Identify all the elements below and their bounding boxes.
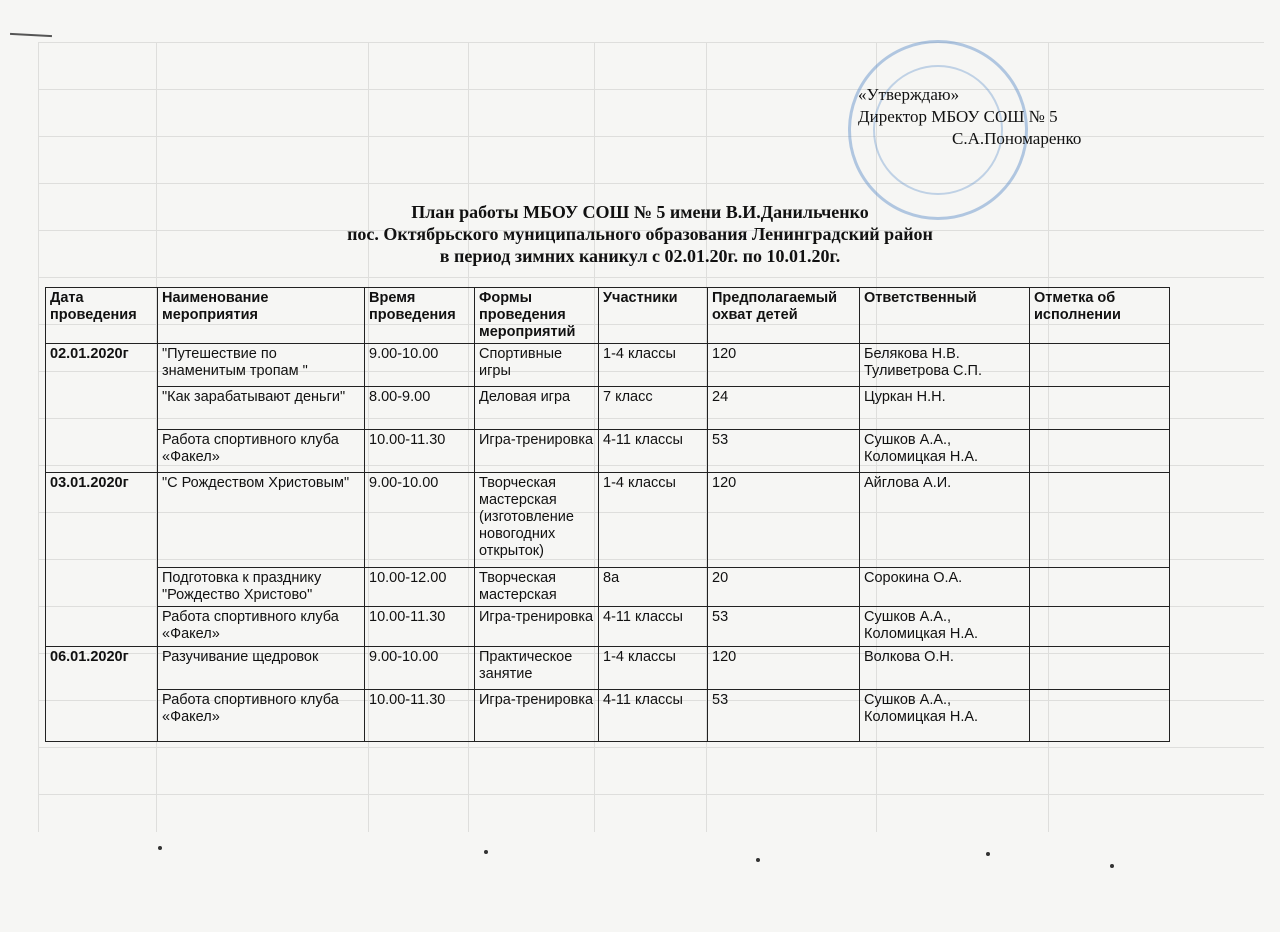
- row-name: Работа спортивного клуба «Факел»: [158, 430, 365, 473]
- row-form: Практическое занятие: [475, 647, 599, 690]
- row-time: 10.00-11.30: [365, 690, 475, 742]
- row-mark: [1030, 387, 1170, 430]
- row-coverage: 53: [708, 690, 860, 742]
- row-coverage: 20: [708, 568, 860, 607]
- row-responsible: Сушков А.А., Коломицкая Н.А.: [860, 607, 1030, 647]
- row-time: 10.00-11.30: [365, 430, 475, 473]
- row-name: Подготовка к празднику "Рождество Христово": [158, 568, 365, 607]
- row-participants: 7 класс: [599, 387, 708, 430]
- row-mark: [1030, 344, 1170, 387]
- table-row: [46, 690, 1170, 742]
- header-date: Дата проведения: [46, 288, 158, 344]
- row-mark: [1030, 690, 1170, 742]
- table-row: [46, 607, 1170, 647]
- table-row: [46, 568, 1170, 607]
- row-responsible: Цуркан Н.Н.: [860, 387, 1030, 430]
- row-participants: 8а: [599, 568, 708, 607]
- row-form: Спортивные игры: [475, 344, 599, 387]
- row-mark: [1030, 473, 1170, 568]
- header-name: Наименование мероприятия: [158, 288, 365, 344]
- scan-speck: [756, 858, 760, 862]
- row-name: "С Рождеством Христовым": [158, 473, 365, 568]
- row-coverage: 120: [708, 647, 860, 690]
- row-responsible: Сушков А.А., Коломицкая Н.А.: [860, 430, 1030, 473]
- row-time: 9.00-10.00: [365, 473, 475, 568]
- row-mark: [1030, 430, 1170, 473]
- row-participants: 4-11 классы: [599, 430, 708, 473]
- row-coverage: 120: [708, 344, 860, 387]
- row-name: "Как зарабатывают деньги": [158, 387, 365, 430]
- row-form: Игра-тренировка: [475, 430, 599, 473]
- scan-mark: [10, 33, 52, 37]
- row-mark: [1030, 568, 1170, 607]
- row-responsible: Белякова Н.В. Туливетрова С.П.: [860, 344, 1030, 387]
- row-responsible: Сорокина О.А.: [860, 568, 1030, 607]
- row-time: 9.00-10.00: [365, 647, 475, 690]
- row-coverage: 24: [708, 387, 860, 430]
- row-participants: 1-4 классы: [599, 473, 708, 568]
- plan-table: [45, 287, 1170, 742]
- row-participants: 4-11 классы: [599, 690, 708, 742]
- row-mark: [1030, 607, 1170, 647]
- row-participants: 1-4 классы: [599, 647, 708, 690]
- title-line-1: План работы МБОУ СОШ № 5 имени В.И.Данильченко: [411, 202, 869, 222]
- row-responsible: Айглова А.И.: [860, 473, 1030, 568]
- row-mark: [1030, 647, 1170, 690]
- row-coverage: 120: [708, 473, 860, 568]
- approval-signature-name: С.А.Пономаренко: [952, 129, 1082, 148]
- approval-position: Директор МБОУ СОШ № 5: [858, 107, 1058, 126]
- scan-speck: [158, 846, 162, 850]
- header-responsible: Ответственный: [860, 288, 1030, 344]
- table-row: [46, 387, 1170, 430]
- approval-label: «Утверждаю»: [858, 85, 960, 104]
- header-coverage: Предполагаемый охват детей: [708, 288, 860, 344]
- row-name: Работа спортивного клуба «Факел»: [158, 607, 365, 647]
- row-date: 06.01.2020г: [46, 647, 158, 742]
- row-participants: 4-11 классы: [599, 607, 708, 647]
- header-mark: Отметка об исполнении: [1030, 288, 1170, 344]
- approval-block: [858, 84, 1081, 150]
- row-coverage: 53: [708, 430, 860, 473]
- scan-speck: [484, 850, 488, 854]
- row-name: Работа спортивного клуба «Факел»: [158, 690, 365, 742]
- row-form: Игра-тренировка: [475, 607, 599, 647]
- document-title: [0, 201, 1280, 267]
- table-header-row: [46, 288, 1170, 344]
- row-form: Игра-тренировка: [475, 690, 599, 742]
- table-row: [46, 473, 1170, 568]
- row-responsible: Волкова О.Н.: [860, 647, 1030, 690]
- header-time: Время проведения: [365, 288, 475, 344]
- row-date: 02.01.2020г: [46, 344, 158, 473]
- row-time: 10.00-12.00: [365, 568, 475, 607]
- table-row: [46, 430, 1170, 473]
- row-date: 03.01.2020г: [46, 473, 158, 647]
- header-participants: Участники: [599, 288, 708, 344]
- row-form: Творческая мастерская: [475, 568, 599, 607]
- title-line-2: пос. Октябрьского муниципального образования Ленинградский район: [347, 224, 933, 244]
- row-time: 10.00-11.30: [365, 607, 475, 647]
- scan-speck: [986, 852, 990, 856]
- title-line-3: в период зимних каникул с 02.01.20г. по 10.01.20г.: [439, 246, 841, 266]
- table-row: [46, 647, 1170, 690]
- row-coverage: 53: [708, 607, 860, 647]
- row-participants: 1-4 классы: [599, 344, 708, 387]
- header-form: Формы проведения мероприятий: [475, 288, 599, 344]
- row-form: Деловая игра: [475, 387, 599, 430]
- row-name: Разучивание щедровок: [158, 647, 365, 690]
- row-form: Творческая мастерская (изготовление новогодних открыток): [475, 473, 599, 568]
- table-row: [46, 344, 1170, 387]
- row-time: 8.00-9.00: [365, 387, 475, 430]
- row-responsible: Сушков А.А., Коломицкая Н.А.: [860, 690, 1030, 742]
- row-name: "Путешествие по знаменитым тропам ": [158, 344, 365, 387]
- scan-speck: [1110, 864, 1114, 868]
- row-time: 9.00-10.00: [365, 344, 475, 387]
